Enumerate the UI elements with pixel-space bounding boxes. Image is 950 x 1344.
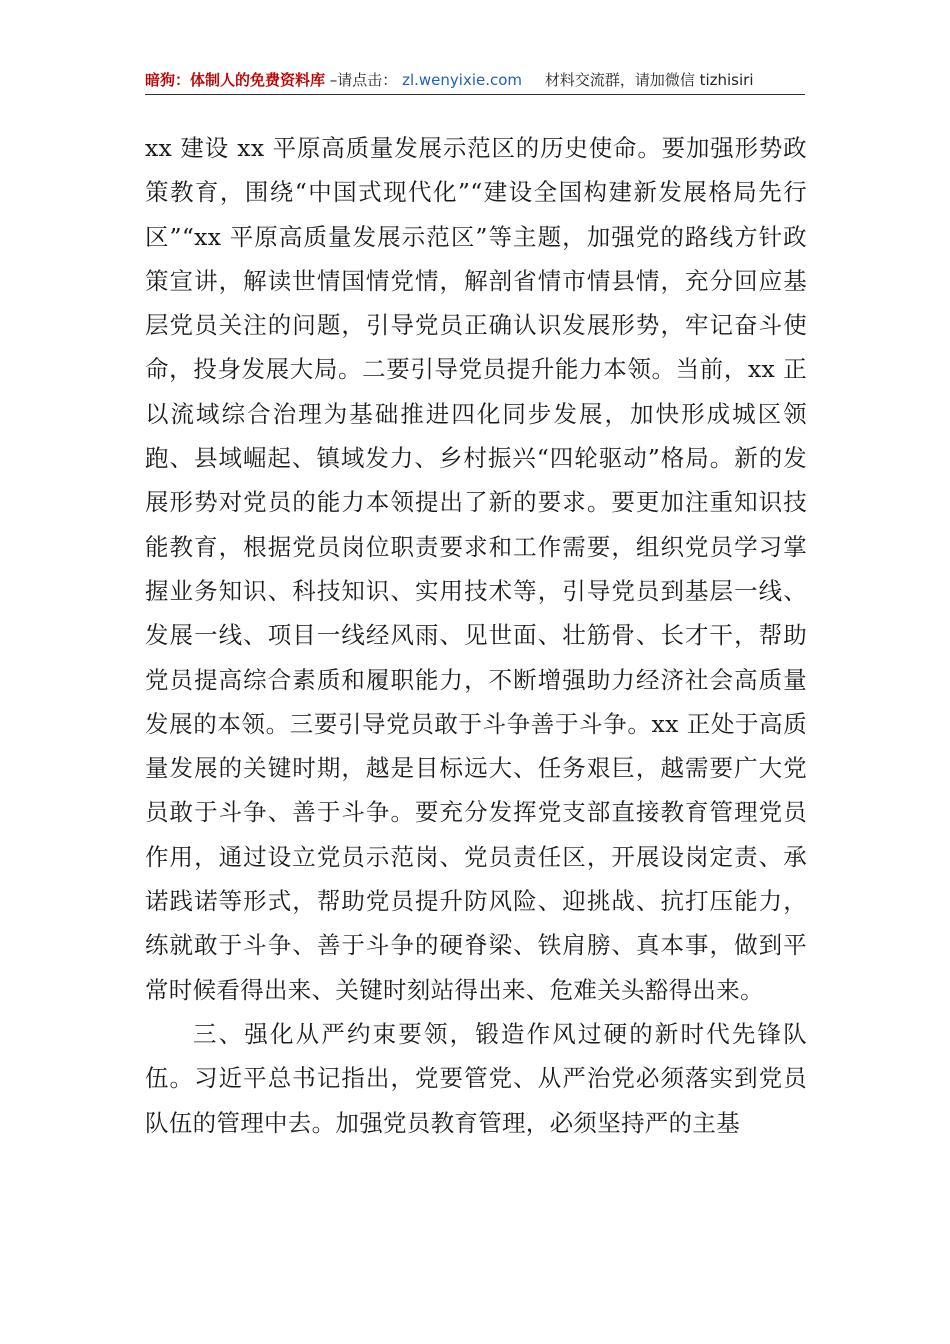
header-brand: 暗狗：体制人的免费资料库 [145,71,326,89]
paragraph-section-three: 三、强化从严约束要领，锻造作风过硬的新时代先锋队伍。习近平总书记指出，党要管党、从严治党必须落实到党员队伍的管理中去。加强党员教育管理，必须坚持严的主基 [145,1019,807,1137]
header-link[interactable]: zl.wenyixie.com [402,71,523,89]
paragraph-continuation: xx 建设 xx 平原高质量发展示范区的历史使命。要加强形势政策教育，围绕“中国式现代化”“建设全国构建新发展格局先行区”“xx 平原高质量发展示范区”等主题，加强党的路线方针政策宣讲，解读世情国情党情，解剖省情市情县情，充分回应基层党员关注的问题，引导党员正确认识发展形势，牢记奋斗使命，投身发展大局。二要引导党员提升能力本领。当前，xx 正以流域综合治理为基础推进四化同步发展，加快形成城区领跑、县域崛起、镇域发力、乡村振兴“四轮驱动”格局。新的发展形势对党员的能力本领提出了新的要求。要更加注重知识技能教育，根据党员岗位职责要求和工作需要，组织党员学习掌握业务知识、科技知识、实用技术等，引导党员到基层一线、发展一线、项目一线经风雨、见世面、壮筋骨、长才干，帮助党员提高综合素质和履职能力，不断增强助力经济社会高质量发展的本领。三要引导党员敢于斗争善于斗争。xx 正处于高质量发展的关键时期，越是目标远大、任务艰巨，越需要广大党员敢于斗争、善于斗争。要充分发挥党支部直接教育管理党员作用，通过设立党员示范岗、党员责任区，开展设岗定责、承诺践诺等形式，帮助党员提升防风险、迎挑战、抗打压能力，练就敢于斗争、善于斗争的硬脊梁、铁肩膀、真本事，做到平常时候看得出来、关键时刻站得出来、危难关头豁得出来。 [145,134,807,1004]
header-prompt: –请点击： [329,71,398,89]
page-header [145,66,805,95]
document-body [145,126,807,1145]
header-contact: 材料交流群，请加微信 tizhisiri [544,71,754,89]
